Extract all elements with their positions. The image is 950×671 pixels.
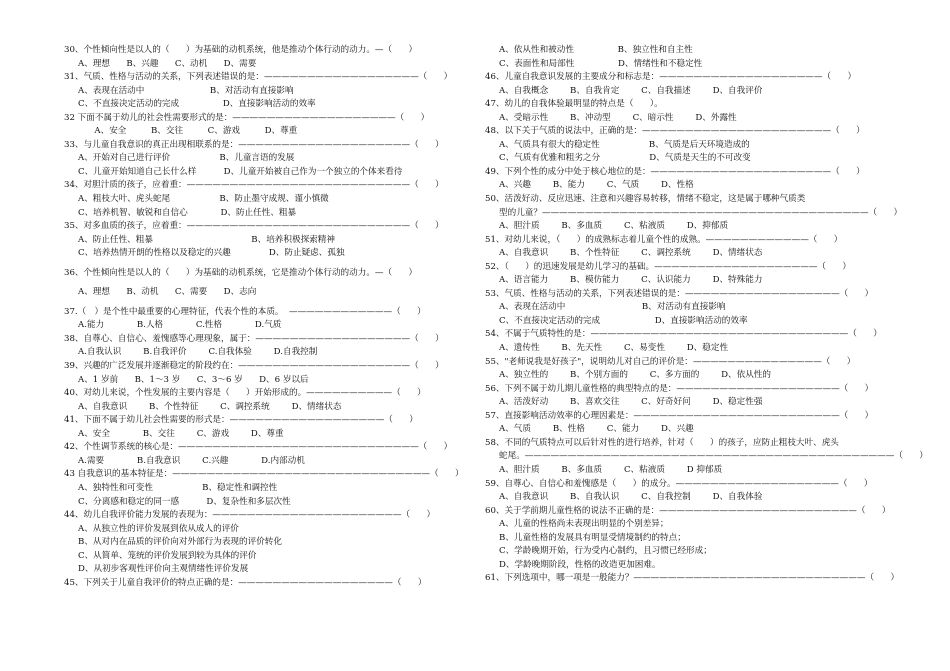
answer-options: A、受暗示性 B、冲动型 C、暗示性 D、外露性 xyxy=(499,112,737,123)
question-text: 59、自尊心、自信心和羞愧感是（ ）的成分。———————————————————（ ） xyxy=(485,478,873,489)
question-text: 35、对多血质的孩子，应着重：——————————————————————————（ ） xyxy=(64,221,444,232)
answer-options: A、自我意识 B、个性特征 C、调控系统 D、情绪状态 xyxy=(78,401,342,412)
question-text: 33、与儿童自我意识的真正出现相联系的是：————————————————————（ ） xyxy=(64,139,444,150)
answer-options: A、安全 B、交往 C、游戏 D、尊重 xyxy=(78,428,284,439)
question-text: 50、活泼好动、反应迅速、注意和兴趣容易转移，情绪不稳定，这是属于哪种气质类 xyxy=(485,194,806,205)
answer-options: A、气质 B、性格 C、能力 D、兴趣 xyxy=(499,424,694,435)
question-text: 48、以下关于气质的说法中，正确的是：——————————————————————（ ） xyxy=(485,126,865,137)
question-text: 47、幼儿的自我体验最明显的特点是（ ）。 xyxy=(485,99,663,110)
answer-options: C、儿童开始知道自己长什么样 D、儿童开始被自己作为一个独立的个体来看待 xyxy=(78,166,403,177)
question-text: 60、关于学前期儿童性格的说法不正确的是：———————————————————————（ ） xyxy=(485,505,891,516)
question-text: 61、下列选项中，哪一项是一般能力？———————————————————————————（ ） xyxy=(485,573,900,584)
right-column xyxy=(485,44,928,586)
question-text: 45、下列关于儿童自我评价的特点正确的是：——————————————————（ ） xyxy=(64,577,427,588)
answer-options: C、培养热情开朗的性格以及稳定的兴趣 D、防止疑虑、孤独 xyxy=(78,248,345,259)
question-text: 34、对胆汁质的孩子，应着重：——————————————————————————（ ） xyxy=(64,180,444,191)
answer-options: C、从简单、笼统的评价发展到较为具体的评价 xyxy=(78,550,257,561)
answer-options: A、胆汁质 B、多血质 C、粘液质 D、抑郁质 xyxy=(499,221,729,232)
answer-options: A.需要 B.自我意识 C.兴趣 D.内部动机 xyxy=(78,455,305,466)
answer-options: A.能力 B.人格 C.性格 D.气质 xyxy=(78,320,282,331)
answer-options: D、从初步客观性评价向主观情绪性评价发展 xyxy=(78,564,249,575)
answer-options: A、安全 B、交往 C、游戏 D、尊重 xyxy=(78,126,298,137)
question-text: 40、对幼儿来说，个性发展的主要内容是（ ）开始形成的。——————————（ ） xyxy=(64,388,426,399)
answer-options: A、独立性的 B、个别方面的 C、多方面的 D、依从性的 xyxy=(499,370,772,381)
answer-options: D、学龄晚期阶段，性格的改造更加困难。 xyxy=(499,559,661,570)
question-text: 55、"老师说我是好孩子"，说明幼儿对自己的评价是：———————————————（ ） xyxy=(485,356,856,367)
question-text: 54、不属于气质特性的是：——————————————————————————————（ ） xyxy=(485,329,882,340)
answer-options: C、培养机智、敏锐和自信心 D、防止任性、粗暴 xyxy=(78,207,297,218)
answer-options: A、依从性和被动性 B、独立性和自主性 xyxy=(499,45,693,55)
question-text: 53、气质、性格与活动的关系，下列表述错误的是：——————————————————（ ） xyxy=(485,288,874,299)
question-text: 44、幼儿自我评价能力发展的表现为：——————————————————————（ ） xyxy=(64,510,436,521)
answer-options: A、开始对自己进行评价 B、儿童言语的发展 xyxy=(78,153,295,164)
question-text: 32 下面不属于幼儿的社会性需要形式的是：———————————————————（ ） xyxy=(64,112,430,123)
answer-options: A、防止任性、粗暴 B、培养积极探索精神 xyxy=(78,234,335,245)
answer-options: A、自我概念 B、自我肯定 C、自我描述 D、自我评价 xyxy=(499,85,763,96)
question-text: 46、儿童自我意识发展的主要成分和标志是：———————————————————（ ） xyxy=(485,72,857,83)
answer-options: A、活泼好动 B、喜欢交往 C、好奇好问 D、稳定性强 xyxy=(499,397,763,408)
answer-options: C、分离感和稳定的同一感 D、复杂性和多层次性 xyxy=(78,496,291,507)
question-text: 43 自我意识的基本特征是：——————————————————————————————（ ） xyxy=(64,469,464,480)
answer-options: A、表现在活动中 B、对活动有直接影响 xyxy=(78,85,294,96)
question-text: 51、对幼儿来说，（ ）的成熟标志着儿童个性的成熟。————————————（ ） xyxy=(485,234,843,245)
question-text: 41、下面不属于幼儿社会性需要的形式是：——————————————————（ ） xyxy=(64,415,418,426)
answer-options: A、表现在活动中 B、对活动有直接影响 xyxy=(499,302,726,313)
question-text: 38、自尊心、自信心、羞愧感等心理现象，属于：——————————————————（ ） xyxy=(64,333,444,344)
answer-options: B、从对内在品质的评价向对外部行为表现的评价转化 xyxy=(78,537,282,548)
answer-options: C、学龄晚期开始，行为受内心制约，且习惯已经形成； xyxy=(499,546,712,557)
answer-options: A、儿童的性格尚未表现出明显的个别差异； xyxy=(499,519,669,530)
answer-options: A、粗枝大叶、虎头蛇尾 B、防止墨守成规、谨小慎微 xyxy=(78,194,329,205)
answer-options: A、自我意识 B、自我认识 C、自我控制 D、自我体验 xyxy=(499,492,763,503)
answer-options: A、气质具有很大的稳定性 B、气质是后天环境造成的 xyxy=(499,139,750,150)
answer-options: A、1 岁前 B、1～3 岁 C、3～6 岁 D、6 岁以后 xyxy=(78,374,309,385)
answer-options: A、兴趣 B、能力 C、气质 D、性格 xyxy=(499,180,694,191)
answer-options: A、遗传性 B、先天性 C、易变性 D、稳定性 xyxy=(499,343,729,354)
left-column xyxy=(64,44,464,590)
answer-options: A、独特性和可变性 B、稳定性和调控性 xyxy=(78,482,278,493)
answer-options: 型的儿童？——————————————————————————————————————（ ） xyxy=(499,207,903,218)
answer-options: A、自我意识 B、个性特征 C、调控系统 D、情绪状态 xyxy=(499,248,763,259)
answer-options: A、理想 B、兴趣 C、动机 D、需要 xyxy=(78,58,257,69)
answer-options: C、不直接决定活动的完成 D、直接影响活动的效率 xyxy=(78,99,316,110)
answer-options: C、气质有优雅和粗劣之分 D、气质是天生的不可改变 xyxy=(499,153,751,164)
answer-options: A、从独立性的评价发展到依从成人的评价 xyxy=(78,523,239,534)
question-text: 42、个性调节系统的核心是：————————————————————————————（ ） xyxy=(64,442,453,453)
answer-options: A.自我认识 B.自我评价 C.自我体验 D.自我控制 xyxy=(78,347,318,358)
question-text: 30、个性倾向性是以人的（ ）为基础的动机系统，他是推动个体行动的动力。—（ ） xyxy=(64,45,418,55)
question-text: 58、不同的气质特点可以后针对性的进行培养，针对（ ）的孩子，应防止粗枝大叶、虎头 xyxy=(485,437,839,448)
question-text: 39、兴趣的广泛发展并逐渐稳定的阶段约在：————————————————————（ ） xyxy=(64,361,444,372)
question-text: 49、下列个性的成分中处于核心地位的是：—————————————————————（ ） xyxy=(485,166,865,177)
question-text: 56、下列不属于幼儿期儿童性格的典型特点的是：———————————————————（ ） xyxy=(485,383,874,394)
question-text: 37.（ ）是个性中最重要的心理特征，代表个性的本质。 ————————————（ ） xyxy=(64,306,426,317)
answer-options: 蛇尾。———————————————————————————————————————————（ ） xyxy=(499,451,928,462)
question-text: 52、（ ）的迅速发展是幼儿学习的基础。———————————————————（ ） xyxy=(485,261,851,272)
answer-options: A、理想 B、动机 C、需要 D、志向 xyxy=(78,287,257,298)
answer-options: C、表面性和局部性 D、情绪性和不稳定性 xyxy=(499,58,703,69)
question-text: 57、直接影响活动效率的心理因素是：————————————————————————（ ） xyxy=(485,410,874,421)
answer-options: A、胆汁质 B、多血质 C、粘液质 D 抑郁质 xyxy=(499,464,723,475)
question-text: 36、个性倾向性是以人的（ ）为基础的动机系统，它是推动个体行动的动力。—（ ） xyxy=(64,267,418,278)
question-text: 31、气质、性格与活动的关系，下列表述错误的是：——————————————————（ ） xyxy=(64,72,453,83)
answer-options: C、不直接决定活动的完成 D、直接影响活动的效率 xyxy=(499,315,748,326)
answer-options: A、语言能力 B、模仿能力 C、认识能力 D、特殊能力 xyxy=(499,275,763,286)
answer-options: B、儿童性格的发展具有明显受情境制约的特点； xyxy=(499,532,686,543)
